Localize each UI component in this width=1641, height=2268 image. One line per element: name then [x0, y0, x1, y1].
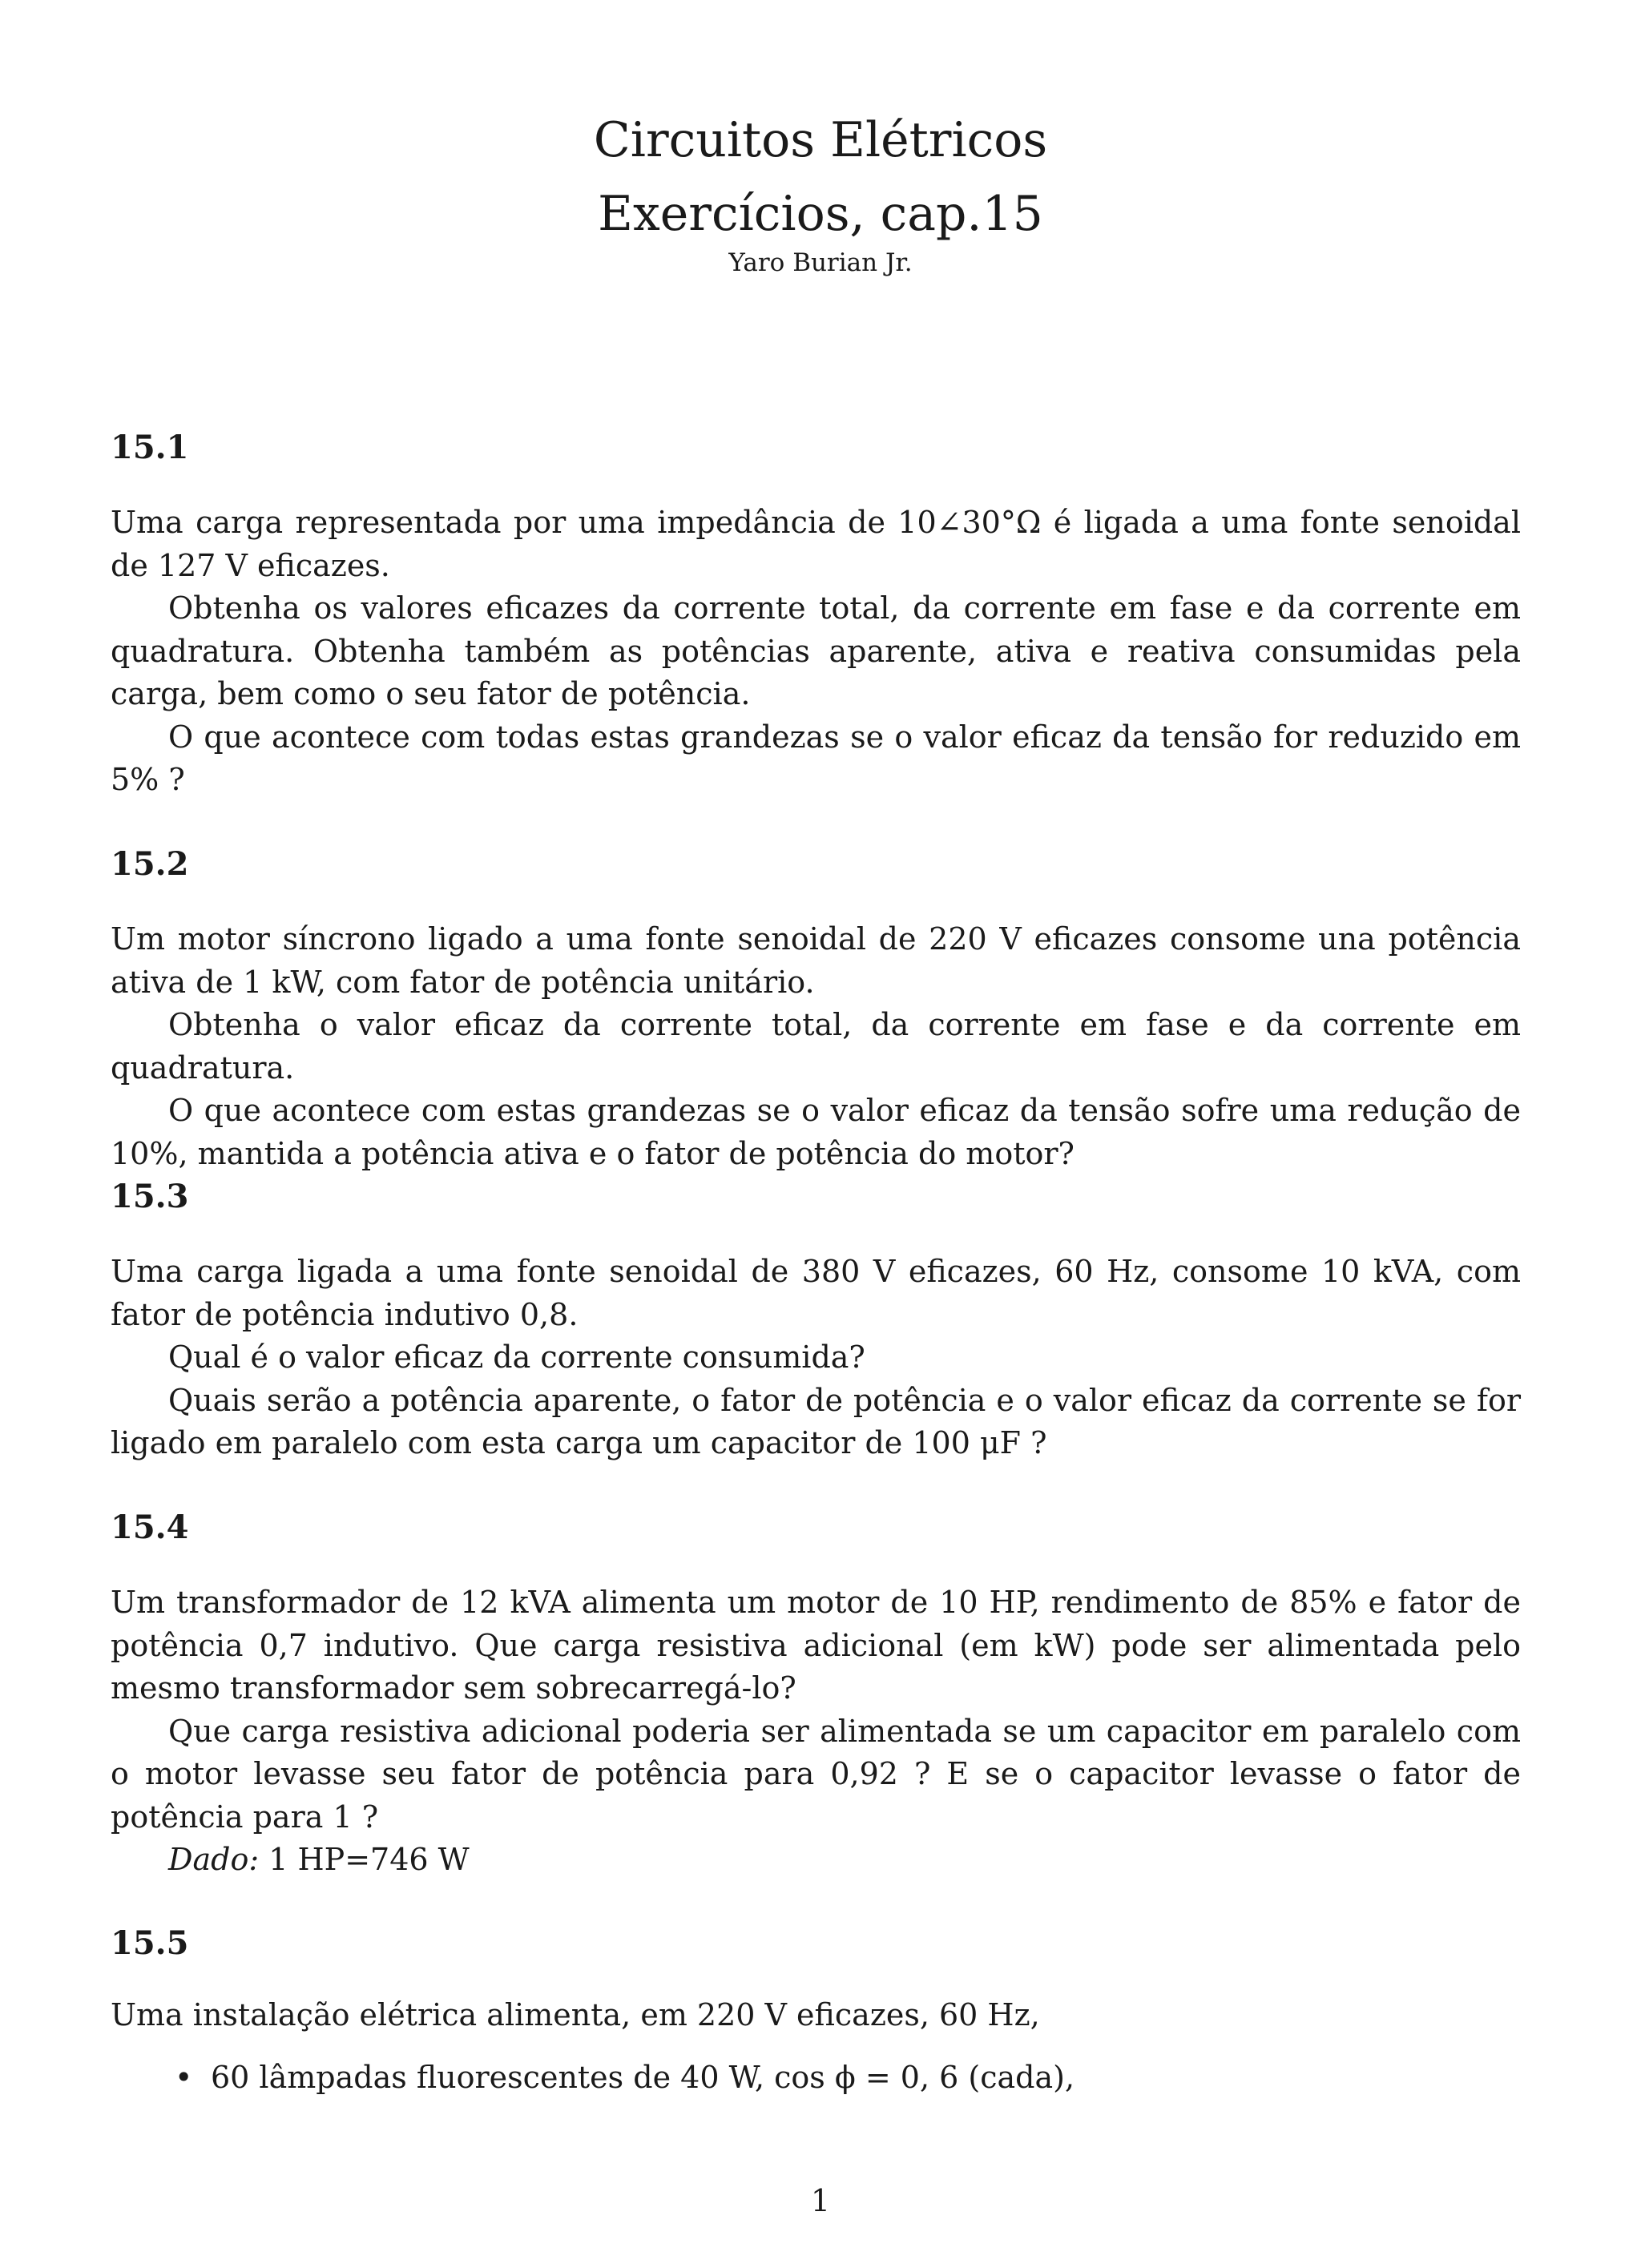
given-value: 1 HP=746 W	[268, 1842, 470, 1877]
exercise-number: 15.4	[111, 1509, 189, 1546]
exercise-paragraph: Que carga resistiva adicional poderia ser alimentada se um capacitor em paralelo com o motor levasse seu fator de potência para 0,92 ? E se o capacitor levasse o fator de potência para 1 ?	[111, 1713, 1521, 1835]
exercise-paragraph: Um transformador de 12 kVA alimenta um motor de 10 HP, rendimento de 85% e fator de potência 0,7 indutivo. Que carga resistiva adicional (em kW) pode ser alimentada pelo mesmo transformador sem sobrecarregá-lo?	[111, 1585, 1521, 1706]
exercise-paragraph: Quais serão a potência aparente, o fator de potência e o valor eficaz da corrente se for ligado em paralelo com esta carga um capacitor de 100 μF ?	[111, 1382, 1521, 1460]
exercise-15-5	[111, 1924, 1521, 2099]
exercise-paragraph: Uma carga ligada a uma fonte senoidal de 380 V eficazes, 60 Hz, consome 10 kVA, com fator de potência indutivo 0,8.	[111, 1254, 1521, 1332]
exercise-15-2	[111, 845, 1521, 1175]
exercise-paragraph: Obtenha os valores eficazes da corrente total, da corrente em fase e da corrente em quadratura. Obtenha também as potências aparente, ativa e reativa consumidas pela carga, bem como o seu fator de potência.	[111, 590, 1521, 711]
exercise-number: 15.5	[111, 1924, 189, 1962]
exercise-text	[111, 502, 1521, 802]
list-item	[111, 2057, 1521, 2100]
exercise-number: 15.1	[111, 429, 189, 466]
exercise-paragraph: Uma instalação elétrica alimenta, em 220 V eficazes, 60 Hz,	[111, 1997, 1040, 2032]
exercise-number: 15.3	[111, 1178, 189, 1215]
exercise-paragraph: Uma carga representada por uma impedância de 10∠30°Ω é ligada a uma fonte senoidal de 127 V eficazes.	[111, 505, 1521, 583]
page-number: 1	[810, 2183, 831, 2218]
exercise-text	[111, 918, 1521, 1175]
exercise-15-3	[111, 1178, 1521, 1465]
exercise-paragraph: Um motor síncrono ligado a uma fonte senoidal de 220 V eficazes consome una potência ativa de 1 kW, com fator de potência unitário.	[111, 921, 1521, 1000]
document-title-line-2: Exercícios, cap.15	[598, 186, 1043, 242]
exercise-text	[111, 1994, 1521, 2037]
exercise-number: 15.2	[111, 845, 189, 883]
given-data	[111, 1839, 1521, 1882]
exercise-paragraph: Qual é o valor eficaz da corrente consumida?	[168, 1339, 865, 1375]
bullet-list	[111, 2057, 1521, 2100]
exercise-15-1	[111, 429, 1521, 802]
exercise-paragraph: Obtenha o valor eficaz da corrente total, da corrente em fase e da corrente em quadratura.	[111, 1007, 1521, 1086]
exercise-paragraph: O que acontece com estas grandezas se o valor eficaz da tensão sofre uma redução de 10%, mantida a potência ativa e o fator de potência do motor?	[111, 1093, 1521, 1171]
bullet-icon: •	[175, 2059, 193, 2095]
given-label: Dado:	[168, 1842, 260, 1877]
exercise-text	[111, 1581, 1521, 1882]
document-author: Yaro Burian Jr.	[728, 248, 913, 277]
document-title-line-1: Circuitos Elétricos	[593, 112, 1048, 168]
list-item-text: 60 lâmpadas fluorescentes de 40 W, cos ϕ = 0, 6 (cada),	[211, 2059, 1075, 2095]
exercise-paragraph: O que acontece com todas estas grandezas se o valor eficaz da tensão for reduzido em 5% ?	[111, 719, 1521, 797]
exercise-15-4	[111, 1509, 1521, 1882]
exercise-text	[111, 1251, 1521, 1465]
